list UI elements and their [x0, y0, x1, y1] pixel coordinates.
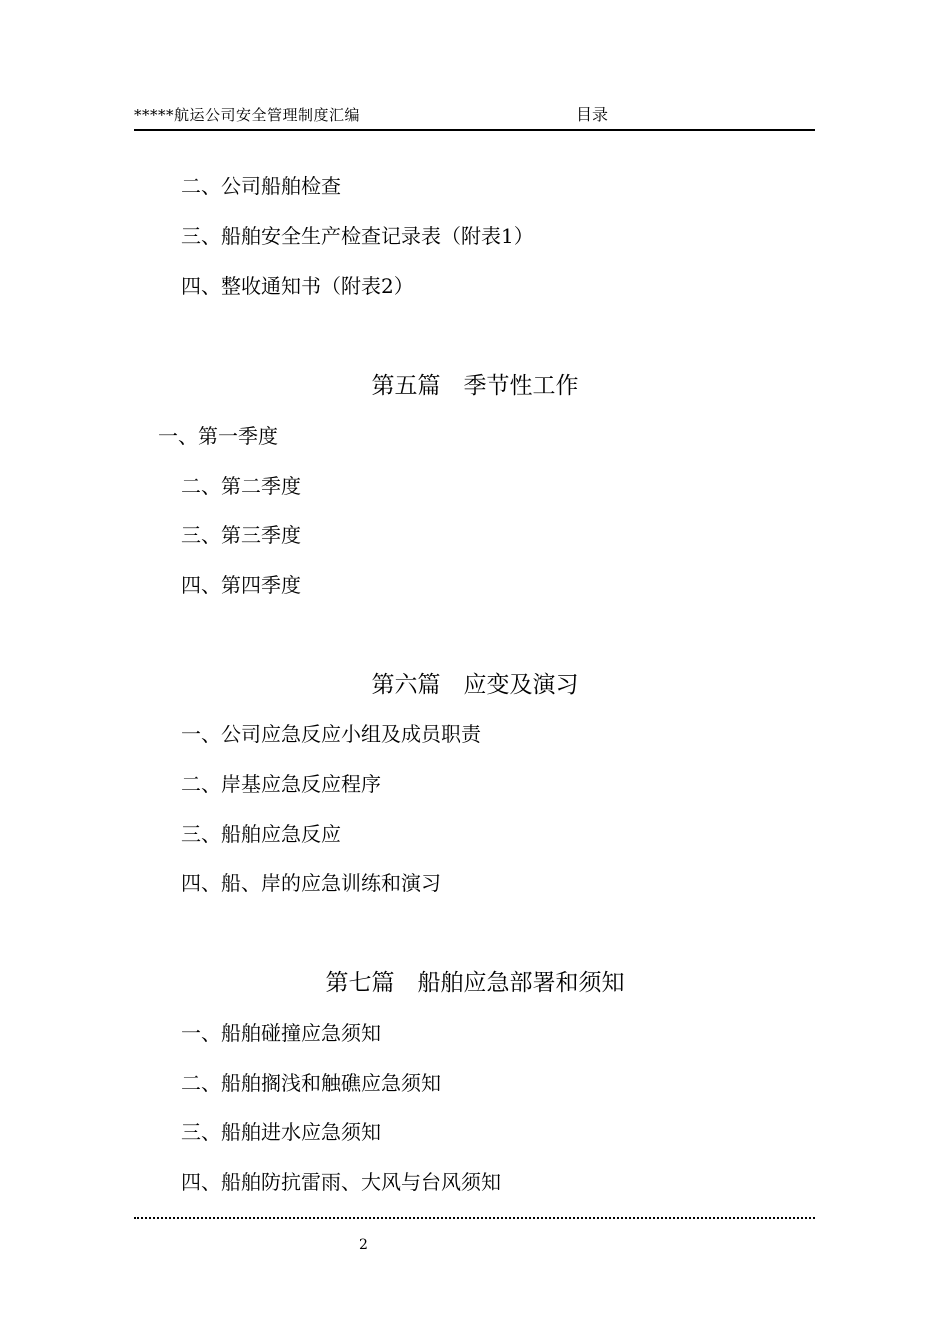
toc-item[interactable]: 二、公司船舶检查	[181, 174, 341, 198]
toc-item[interactable]: 二、船舶搁浅和触礁应急须知	[181, 1071, 441, 1095]
toc-item[interactable]: 四、船、岸的应急训练和演习	[181, 871, 441, 895]
toc-item[interactable]: 四、整收通知书（附表2）	[181, 274, 414, 298]
toc-item[interactable]: 三、第三季度	[181, 523, 301, 547]
header-document-title: *****航运公司安全管理制度汇编	[134, 106, 361, 124]
page-number: 2	[359, 1237, 368, 1253]
toc-item[interactable]: 二、岸基应急反应程序	[181, 772, 381, 796]
toc-item[interactable]: 三、船舶安全生产检查记录表（附表1）	[181, 224, 534, 248]
section-heading[interactable]: 第六篇 应变及演习	[371, 672, 579, 698]
toc-item[interactable]: 一、船舶碰撞应急须知	[181, 1021, 381, 1045]
toc-item[interactable]: 一、第一季度	[158, 424, 278, 448]
section-heading[interactable]: 第五篇 季节性工作	[371, 373, 579, 399]
toc-item[interactable]: 二、第二季度	[181, 474, 301, 498]
toc-item[interactable]: 四、船舶防抗雷雨、大风与台风须知	[181, 1170, 501, 1194]
toc-item[interactable]: 一、公司应急反应小组及成员职责	[181, 722, 481, 746]
section-heading[interactable]: 第七篇 船舶应急部署和须知	[325, 970, 625, 996]
toc-item[interactable]: 三、船舶进水应急须知	[181, 1120, 381, 1144]
header-divider	[134, 129, 815, 131]
toc-item[interactable]: 三、船舶应急反应	[181, 822, 341, 846]
header-section-label: 目录	[576, 105, 609, 124]
footer-divider	[134, 1217, 815, 1219]
toc-item[interactable]: 四、第四季度	[181, 573, 301, 597]
